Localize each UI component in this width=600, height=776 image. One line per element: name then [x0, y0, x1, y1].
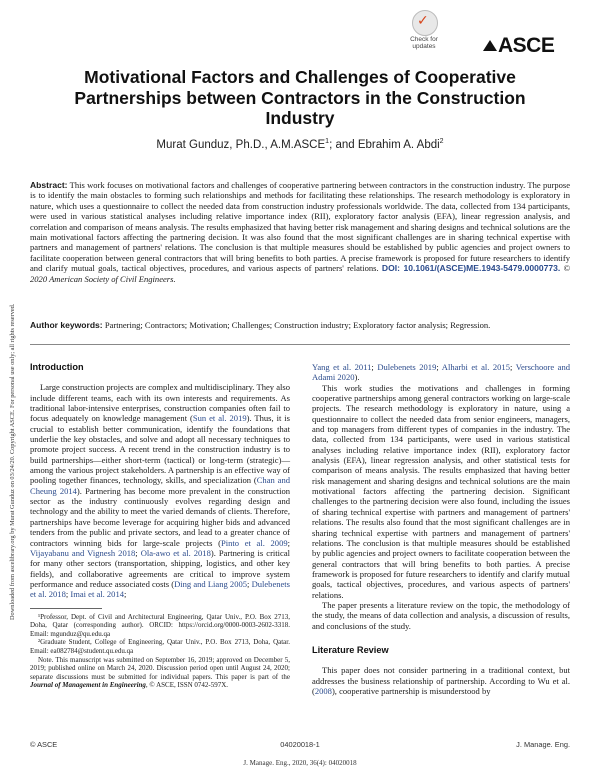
section-divider: [30, 344, 570, 345]
study-paragraph: This work studies the motivations and challenges in forming cooperative partnerships among general contractors working on large-scale projects. The research methodology is exploratory in nature, using a questionnaire to collect the needed data from senior engineers, managers, and top managers from different types of companies in the industry. The data, collected from 134 participants, were used in various statistical analyses including relative importance index (RII), exploratory factor analysis (EFA), linear regression analysis, and other statistical tests for comparison of means analysis. The results emphasized that having better risk management and sharing designs and technical solutions are the main motivational factors affecting the partnering decision. Significant challenges to the partnering decision were also found, including the issues of sharing technical expertise with partners and management of partners' relations. The results also found that the most significant challenges are in sharing technical expertise with partners and management of partners' relations. The conclusion is that multiple measures should be established by public agencies and project owners to facilitate cooperation between the general contractors that will bring benefits to both parties. A precise framework is proposed for future researchers to identify and clarify mutual goals, tactical objectives, procedures, and various aspects of partners' relations.: [312, 382, 570, 600]
citation-link[interactable]: Yang et al. 2011: [312, 362, 372, 372]
intro-continued: Yang et al. 2011; Dulebenets 2019; Alharbi et al. 2015; Verschoore and Adami 2020).: [312, 362, 571, 383]
download-note-text: Downloaded from ascelibrary.org by Murat Gunduz on 03/24/20. Copyright ASCE. For personal use only; all rights reserved.: [9, 303, 16, 620]
citation-link[interactable]: Sun et al. 2019: [192, 413, 247, 424]
literature-review-heading: Literature Review: [312, 644, 389, 655]
bookmark-icon: ✓: [412, 10, 438, 36]
citation-link[interactable]: Pinto et al. 2009: [220, 537, 288, 548]
citation-link[interactable]: 2008: [314, 685, 332, 696]
download-note: [2, 150, 16, 620]
citation-link[interactable]: Alharbi et al. 2015: [441, 362, 510, 372]
journal-abbrev: J. Manage. Eng.: [516, 740, 570, 749]
keywords-label: Author keywords:: [30, 320, 103, 330]
footnote-1: ¹Professor, Dept. of Civil and Architectural Engineering, Qatar Univ., P.O. Box 2713, Doha, Qatar (corresponding author). ORCID: https://orcid.org/0000-0003-2602-3318. Email: mgunduz@qu.edu.qa: [30, 612, 290, 638]
doi-link[interactable]: DOI: 10.1061/(ASCE)ME.1943-5479.0000773.: [381, 263, 561, 274]
page-number: 04020018-1: [280, 740, 320, 749]
badge-text: Check for updates: [410, 36, 438, 50]
keywords-text: Partnering; Contractors; Motivation; Challenges; Construction industry; Exploratory factor analysis; Regression.: [104, 320, 491, 330]
submission-note: Note. This manuscript was submitted on September 16, 2019; approved on December 5, 2019; published online on March 24, 2020. Discussion period open until August 24, 2020; separate discussions must be submitted for individual papers. This paper is part of the Journal of Management in Engineering, © ASCE, ISSN 0742-597X.: [30, 655, 290, 690]
abstract-label: Abstract:: [30, 180, 68, 190]
right-column: [312, 362, 570, 696]
footnotes: [30, 613, 290, 690]
paper-title: Motivational Factors and Challenges of Cooperative Partnerships between Contractors in the Construction Industry: [74, 67, 526, 128]
footnote-2: ²Graduate Student, College of Engineering, Qatar Univ., P.O. Box 2713, Doha, Qatar. Email: ea082784@student.qu.edu.qa: [30, 638, 290, 655]
citation-link[interactable]: Dulebenets 2019: [377, 362, 437, 372]
left-column: [30, 362, 290, 690]
asce-triangle-icon: [483, 40, 497, 51]
citation-link[interactable]: Ola-awo et al. 2018: [140, 547, 211, 558]
citation-link[interactable]: Vijayabanu and Vignesh 2018: [30, 547, 136, 558]
abstract: [30, 180, 570, 284]
literature-paragraph: This paper does not consider partnering in a traditional context, but addresses the business relationship of partnership. According to Wu et al. (2008), cooperative partnership is misunderstood by: [312, 665, 570, 696]
check-for-updates-badge[interactable]: [404, 10, 444, 60]
introduction-heading: Introduction: [30, 362, 84, 372]
citation-line: J. Manage. Eng., 2020, 36(4): 04020018: [243, 759, 357, 767]
intro-paragraph: Large construction projects are complex and multidisciplinary. They also include different teams, each with its own interests and requirements. As traditional labor-intensive enterprises, construction companies often fail to focus adequately on knowledge management (Sun et al. 2019). Thus, it is crucial to establish better communication, identify the foundations that underlie the key obstacles, and solve and adopt all necessary techniques to promote project success. A recent trend in the construction industry is to build partnerships—either short-term (tactical) or long-term (strategic)—among the various project stakeholders. A partnership is an effective way of pooling together finances, technology, skills, and specialization (Chan and Cheung 2014). Partnering has become more prevalent in the construction sector as the industry continuously evolves regarding design and technology and the ability to meet the varied demands of clients. Therefore, partnerships have become leverage for acquiring higher bids and advanced tenders from the public and private sectors, and lead to a greater chance of contractors winning bids for large-scale projects (Pinto et al. 2009; Vijayabanu and Vignesh 2018; Ola-awo et al. 2018). Partnering is critical for many other sectors (transportation, shipping, logistics, and other key fields), and collaborative agreements are critical to improve system performance and reduce associated costs (Ding and Liang 2005; Dulebenets et al. 2018; Imai et al. 2014;: [30, 382, 291, 600]
author-line: Murat Gunduz, Ph.D., A.M.ASCE$^1$; and Ebrahim A. Abdi$^2$: [156, 138, 444, 151]
citation-link[interactable]: Ding and Liang 2005: [174, 578, 248, 589]
citation-link[interactable]: Verschoore and Adami 2020: [312, 362, 571, 383]
citation-link[interactable]: Dulebenets et al. 2018: [30, 578, 291, 600]
footnote-rule: [30, 608, 102, 609]
abstract-text: This work focuses on motivational factors and challenges of cooperative partnering between contractors in the construction industry. The purpose is to identify the main obstacles to forming such relationships and methods for facilitating these relationships. The research methodology is exploratory in nature, which uses a questionnaire to collect the needed data from construction industry professionals worldwide. The data, collected from 134 participants, were used in various statistical analyses including relative importance index (RII), exploratory factor analysis (EFA), linear regression analysis, and correlation and comparison of means analysis. The results emphasized that having better risk management and sharing designs and technical solutions are the main motivational factors affecting the partnering decision. It was also found that the most significant challenges are in sharing technical expertise with partners and management of partners' relations. The conclusion is that multiple measures should be established by public agencies and project owners to facilitate cooperation between general contractors that will bring benefits to both parties. A precise framework is proposed for future researchers to identify and clarify mutual goals, tactical objectives, procedures, and various aspects of partners' relations.: [30, 180, 570, 274]
citation-link[interactable]: Imai et al. 2014: [70, 589, 124, 600]
author-keywords: [30, 320, 570, 330]
abstract-copyright: © 2020 American Society of Civil Engineers.: [30, 263, 571, 284]
citation-link[interactable]: Chan and Cheung 2014: [30, 475, 290, 496]
publisher-logo: ASCE: [483, 34, 554, 58]
footer-copyright: © ASCE: [30, 740, 58, 749]
structure-paragraph: The paper presents a literature review on the topic, the methodology of the study, the means of data collection and analysis, a discussion of results, and conclusions of the study.: [312, 599, 570, 631]
